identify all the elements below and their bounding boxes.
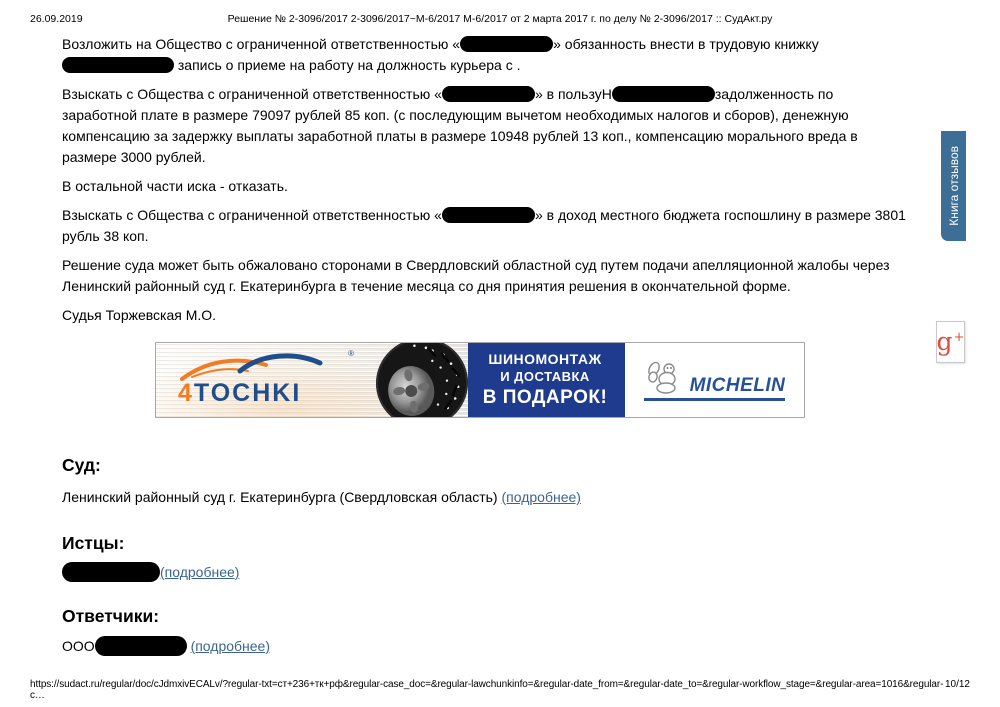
plaintiff-line (62, 562, 239, 582)
4tochki-logo (178, 349, 354, 407)
redacted-text (62, 562, 160, 582)
defendants-heading: Ответчики: (62, 606, 160, 626)
paragraph-text: запись о приеме на работу на должность курьера с . (174, 57, 521, 73)
print-date: 26.09.2019 (30, 13, 83, 25)
paragraph-text: В остальной части иска - отказать. (62, 178, 288, 194)
paragraph-text: » в доход местного бюджета госпошлину в размере 3801 рубль 38 коп. (62, 207, 906, 244)
court-more-link[interactable]: (подробнее) (501, 489, 581, 505)
promo-line-1: ШИНОМОНТАЖ (488, 351, 602, 367)
ad-banner[interactable] (155, 342, 805, 418)
feedback-book-label: Книга отзывов (946, 146, 961, 226)
bibendum-icon (644, 359, 686, 395)
page-title: Решение № 2-3096/2017 2-3096/2017~М-6/2017 М-6/2017 от 2 марта 2017 г. по делу № 2-3096/2017 :: СудАкт.ру (227, 13, 773, 25)
michelin-logo (644, 359, 786, 401)
footer-url: https://sudact.ru/regular/doc/cJdmxivECALv/?regular-txt=ст+236+тк+рф&regular-case_doc=&regular-lawchunkinfo=&regular-date_from=&regular-date_to=&regular-workflow_stage=&regular-area=1016&regular-c… (30, 679, 944, 701)
paragraph-text: Взыскать с Общества с ограниченной ответственностью « (62, 86, 442, 102)
brand-4: 4 (178, 379, 194, 407)
paragraph-judge (62, 305, 907, 326)
redacted-text (95, 636, 187, 656)
michelin-wordmark: MICHELIN (689, 375, 786, 396)
4tochki-wordmark (178, 381, 348, 406)
google-plus-icon[interactable] (936, 321, 965, 363)
studded-tire-image (364, 343, 468, 417)
plaintiffs-heading: Истцы: (62, 533, 125, 553)
paragraph-obligation (62, 34, 907, 76)
paragraph-text: задолженность по заработной плате в размере 79097 рублей 85 коп. (с последующим вычетом необходимых налогов и сборов), денежную компенсацию за задержку выплаты заработной платы в размере 10948 рублей 13 коп., компенсацию морального вреда в размере 3000 рублей. (62, 86, 858, 165)
paragraph-text: » обязанность внести в трудовую книжку (553, 36, 819, 52)
paragraph-recovery (62, 84, 907, 168)
defendant-more-link[interactable]: (подробнее) (190, 638, 271, 654)
print-footer (30, 679, 970, 701)
ad-banner-left (156, 343, 468, 417)
paragraph-refusal (62, 176, 907, 197)
court-name: Ленинский районный суд г. Екатеринбурга (Свердловская область) (62, 489, 502, 505)
feedback-book-tab[interactable] (941, 131, 966, 241)
brand-tochki: TOCHKI (193, 379, 302, 407)
redacted-text (442, 86, 535, 102)
promo-line-3: В ПОДАРОК! (482, 387, 608, 408)
paragraph-text: Судья Торжевская М.О. (62, 307, 217, 323)
paragraph-text: » в пользуН (534, 86, 612, 102)
court-line (62, 489, 581, 505)
defendant-line (62, 636, 270, 656)
paragraph-text: Решение суда может быть обжаловано сторонами в Свердловский областной суд путем подачи апелляционной жалобы через Ленинский районный суд г. Екатеринбурга в течение месяца со дня принятия решения в окончательной форме. (62, 257, 890, 294)
registered-mark: ® (348, 349, 354, 358)
redacted-text (612, 86, 715, 102)
redacted-text (442, 207, 535, 223)
car-swoosh-icon (178, 349, 338, 383)
redacted-text (62, 57, 174, 73)
paragraph-text: Возложить на Общество с ограниченной ответственностью « (62, 36, 461, 52)
paragraph-state-duty (62, 205, 907, 247)
paragraph-appeal (62, 255, 907, 297)
redacted-text (460, 36, 553, 52)
document-body (62, 34, 907, 334)
gplus-plus: + (953, 330, 965, 345)
plaintiff-more-link[interactable]: (подробнее) (160, 564, 240, 580)
footer-page-number: 10/12 (944, 679, 970, 690)
defendant-prefix: ООО (62, 638, 95, 654)
michelin-panel (622, 343, 804, 417)
paragraph-text: Взыскать с Общества с ограниченной ответственностью « (62, 207, 442, 223)
ad-promo-panel (468, 343, 622, 417)
court-heading: Суд: (62, 455, 101, 475)
gplus-g: g (936, 327, 953, 356)
promo-line-2: И ДОСТАВКА (500, 369, 590, 384)
